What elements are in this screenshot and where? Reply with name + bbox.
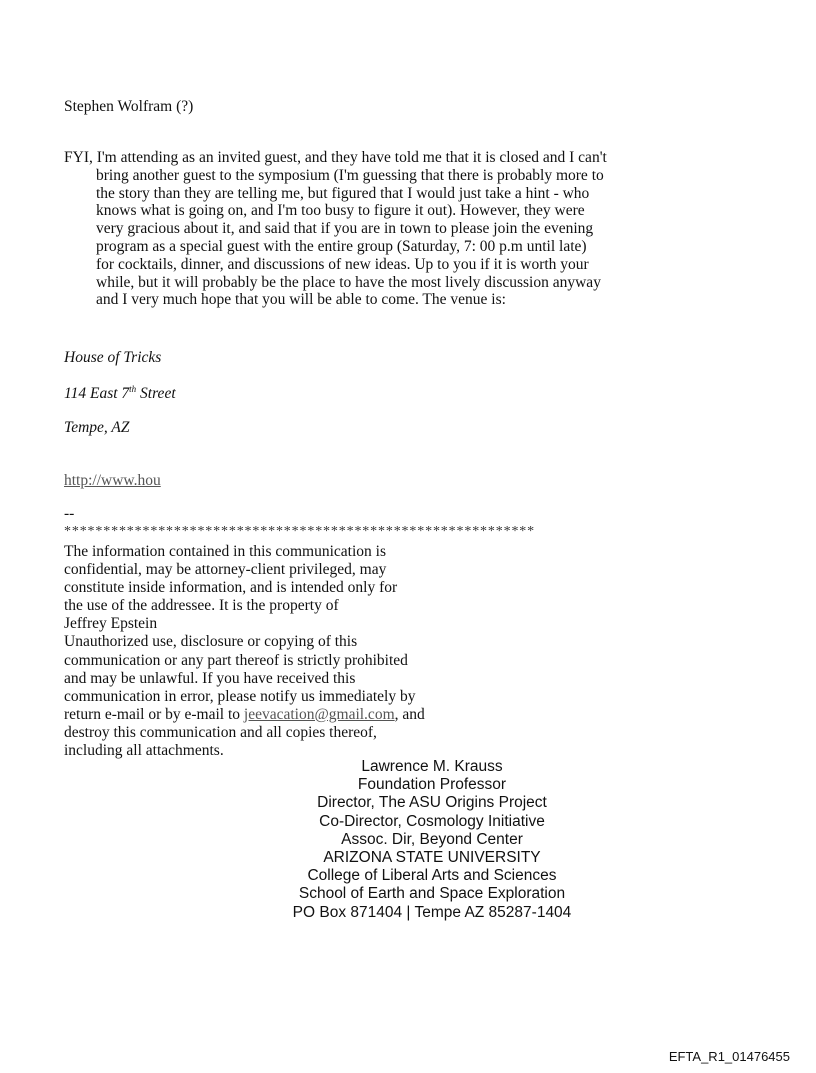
confidentiality-disclaimer — [64, 543, 425, 760]
venue-street — [64, 384, 176, 403]
disclaimer-line: the use of the addressee. It is the property of — [64, 597, 339, 615]
disclaimer-line: including all attachments. — [64, 742, 224, 760]
disclaimer-line: communication in error, please notify us immediately by — [64, 687, 416, 705]
signature-name: Lawrence M. Krauss — [361, 758, 503, 775]
signature-line: College of Liberal Arts and Sciences — [307, 867, 557, 885]
body-line: for cocktails, dinner, and discussions of new ideas. Up to you if it is worth your — [96, 255, 589, 273]
email-suffix: , and — [394, 705, 425, 723]
email-prefix: return e-mail or by e-mail to — [64, 705, 244, 723]
body-paragraph — [64, 149, 624, 309]
venue-city: Tempe, AZ — [64, 419, 130, 436]
venue-name: House of Tricks — [64, 349, 162, 366]
disclaimer-line: Jeffrey Epstein — [64, 615, 158, 633]
separator-dash: -- — [64, 505, 75, 522]
body-line: the story than they are telling me, but figured that I would just take a hint - who — [96, 184, 590, 202]
body-line: FYI, I'm attending as an invited guest, and they have told me that it is closed and I can't — [64, 149, 607, 166]
email-link[interactable]: jeevacation@gmail.com — [243, 705, 395, 723]
signature-line: School of Earth and Space Exploration — [298, 885, 566, 903]
disclaimer-line: Unauthorized use, disclosure or copying of this — [64, 633, 358, 651]
disclaimer-line: confidential, may be attorney-client privileged, may — [64, 561, 387, 579]
disclaimer-line: destroy this communication and all copies thereof, — [64, 723, 377, 741]
signature-line: Director, The ASU Origins Project — [317, 794, 547, 812]
disclaimer-line: constitute inside information, and is intended only for — [64, 579, 398, 597]
street-name: Street — [136, 385, 176, 403]
signature-block — [232, 758, 632, 922]
signature-line: Assoc. Dir, Beyond Center — [341, 830, 523, 848]
street-suffix: th — [129, 384, 137, 394]
disclaimer-line: and may be unlawful. If you have received this — [64, 669, 356, 687]
signature-line: ARIZONA STATE UNIVERSITY — [323, 849, 541, 867]
disclaimer-line: communication or any part thereof is strictly prohibited — [64, 651, 408, 669]
street-number: 114 East 7 — [64, 385, 130, 403]
signature-line: PO Box 871404 | Tempe AZ 85287-1404 — [292, 903, 572, 921]
document-id-footer: EFTA_R1_01476455 — [668, 1049, 790, 1064]
signature-line: Foundation Professor — [357, 776, 507, 794]
body-line: bring another guest to the symposium (I'm guessing that there is probably more to — [96, 166, 604, 184]
body-line: very gracious about it, and said that if you are in town to please join the evening — [96, 220, 594, 238]
body-line: knows what is going on, and I'm too busy to figure it out). However, they were — [96, 202, 585, 220]
body-line: program as a special guest with the entire group (Saturday, 7: 00 p.m until late) — [96, 237, 587, 255]
separator-stars: ************************************************************ — [64, 524, 535, 539]
disclaimer-line: The information contained in this communication is — [64, 543, 386, 560]
body-line: and I very much hope that you will be able to come. The venue is: — [96, 291, 506, 309]
signature-line: Co-Director, Cosmology Initiative — [319, 812, 545, 830]
body-line: while, but it will probably be the place to have the most lively discussion anyway — [96, 273, 601, 291]
greeting: Stephen Wolfram (?) — [64, 98, 194, 115]
venue-link[interactable]: http://www.hou — [64, 472, 161, 489]
disclaimer-line-email — [64, 706, 425, 724]
